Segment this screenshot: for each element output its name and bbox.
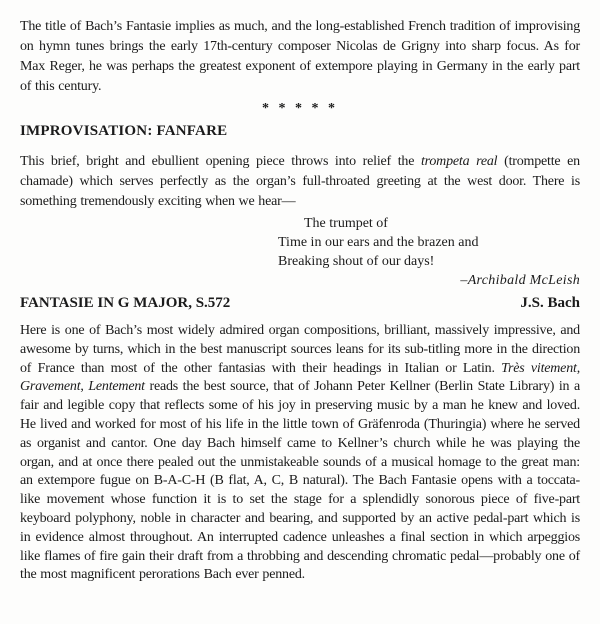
composer-name: J.S. Bach xyxy=(520,295,580,311)
poem-line: Time in our ears and the brazen and xyxy=(278,235,479,250)
poem-line: The trumpet of xyxy=(304,216,388,231)
improvisation-paragraph: This brief, bright and ebullient opening piece throws into relief the trompeta real (trompette en chamade) which serves perfectly as the organ’s full-throated greeting at the west door. There is something tremendously exciting when we hear— xyxy=(20,154,580,209)
work-title: FANTASIE IN G MAJOR, S.572 xyxy=(20,295,231,311)
intro-paragraph: The title of Bach’s Fantasie implies as much, and the long-established French tradition of improvising on hymn tunes brings the early 17th-century composer Nicolas de Grigny into sharp focus. As for Max Reger, he was perhaps the greatest exponent of extempore playing in Germany in the early part of this century. xyxy=(20,19,580,94)
poem-line: Breaking shout of our days! xyxy=(278,254,435,269)
work-heading-row xyxy=(20,295,580,312)
fantasie-paragraph: Here is one of Bach’s most widely admired organ compositions, brilliant, massively impressive, and awesome by turns, which in the best manuscript sources leans for its sub-titling more in the direction of France than most of the other fantasias with their headings in Italian or Latin. Très vitement, Gravement, Lentement reads the best source, that of Johann Peter Kellner (Berlin State Library) in a fair and legible copy that reflects some of his joy in preserving music by a man he knew and loved. He lived and worked for most of his life in the little town of Gräfenroda (Thuringia) where he served as organist and cantor. One day Bach himself came to Kellner’s church while he was playing the organ, and at once there pealed out the unmistakeable sounds of a musical homage to the great man: an extempore fugue on B-A-C-H (B flat, A, C, B natural). The Bach Fantasie opens with a toccata-like movement whose function it is to set the stage for a splendidly sonorous piece of five-part keyboard polyphony, noble in character and bearing, and supported by an active pedal-part which is in evidence almost throughout. An interrupted cadence unleashes a final section in which arpeggios like flames of fire gain their draft from a throbbing and descending chromatic pedal—probably one of the most magnificent perorations Bach ever penned. xyxy=(20,323,580,583)
improvisation-fanfare-heading: IMPROVISATION: FANFARE xyxy=(20,123,228,139)
asterisk-separator: * * * * * xyxy=(262,101,338,116)
poem-attribution: –Archibald McLeish xyxy=(460,273,580,288)
poem-quote xyxy=(278,214,580,271)
